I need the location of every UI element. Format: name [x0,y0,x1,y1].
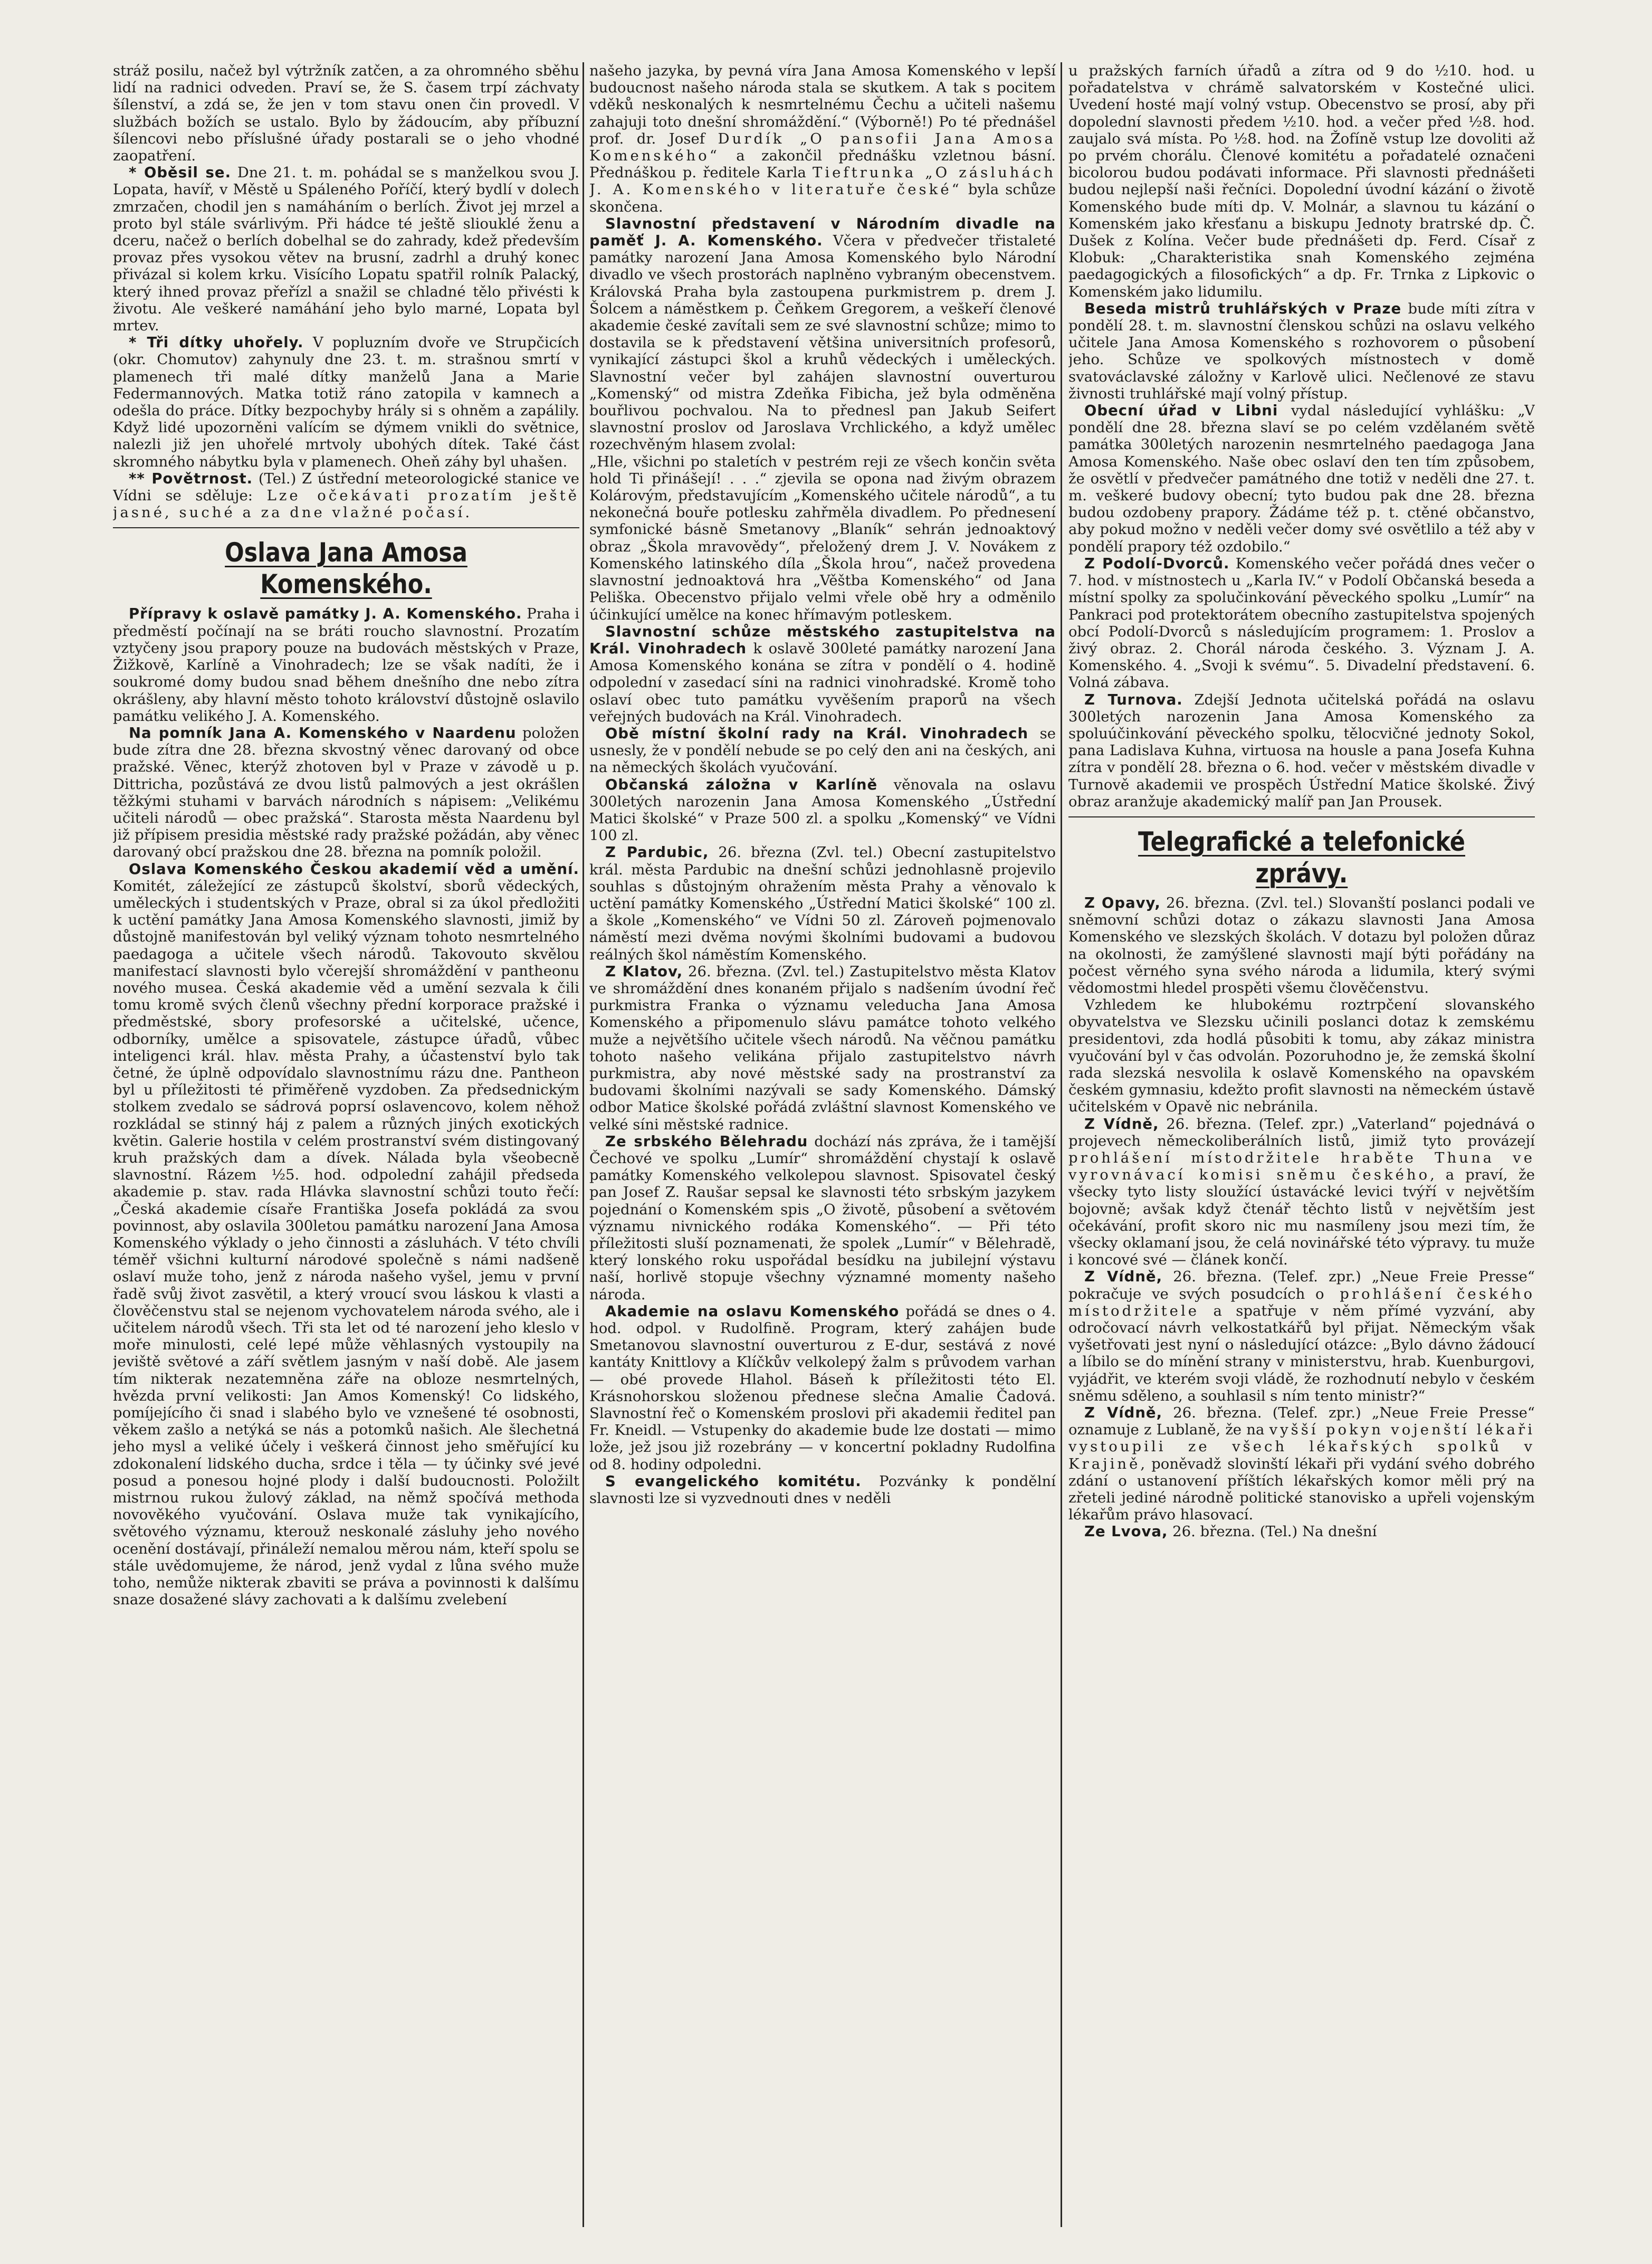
article-headline: S evangelického komitétu. [605,1472,862,1490]
column-2 [589,62,1056,2227]
body-text: k oslavě 300leté památky narození Jana Amosa Komenského konána se zítra v pondělí o 4. hodině odpolední v zasedací síni na radnici vinohradské. Kromě toho oslaví obec tuto památku vyvěšením praporů na všech veřejných budovách na Král. Vinohradech. [589,640,1056,725]
body-text: věnovala na oslavu 300letých narozenin Jana Amosa Komenského „Ústřední Matici školské“ v Praze 500 zl. a spolku „Komenský“ ve Vídni 100 zl. [589,776,1056,844]
article-paragraph [1068,1116,1535,1269]
article-paragraph [589,725,1056,776]
body-text: a spatřuje v něm přímé vyzvání, aby odročovací návrh velkostatkářů byl přijat. Německým však vyšetřovati jest nyní o následující otázce: „Bylo dávno žádoucí a líbilo se do mínění strany v ministerstvu, hrab. Kuenburgovi, vyjádřit, ve kterém svoji vládě, že rozhodnutí nebylo v českém sněmu sděleno, a souhlasil s ním tento ministr?“ [1068,1302,1535,1404]
section-separator [113,527,579,528]
body-text: dochází nás zpráva, že i tamější Čechové ve spolku „Lumír“ shromáždění chystají k oslavě památky Komenského velkolepou slavnost. Spisovatel český pan Josef Z. Raušar sepsal ke slavnosti této srbským jazykem pojednání o Komenském spis „O životě, působení a světovém významu nivnického rodáka Komenského“. — Při této příležitosti sluší poznamenati, že spolek „Lumír“ v Bělehradě, který lonského roku uspořádal besídku na jubilejní výstavu naší, horlivě stopuje všechny významné momenty našeho národa. [589,1133,1056,1303]
body-text: Zdejší Jednota učitelská pořádá na oslavu 300letých narozenin Jana Amosa Komenského za spoluúčinkování pěveckého spolku, tělocvičné jednoty Sokol, pana Ladislava Kuhna, virtuosa na housle a pana Josefa Kuhna zítra v pondělí 28. března o 6. hod. večer v městském divadle v Turnově akademii ve prospěch Ústřední Matice školské. Živý obraz aranžuje akademický malíř pan Jan Prousek. [1068,691,1535,810]
column-3 [1068,62,1535,2227]
body-text: našeho jazyka, by pevná víra Jana Amosa Komenského v lepší budoucnost našeho národa stala se skutkem. A tak s pocitem vděků neskonalých k nesmrtelnému Čechu a učiteli našemu zahajuji toto dnešní shromáždění.“ (Výborně!) Po té přednášel prof. dr. Josef [589,62,1056,147]
body-text: se usnesly, že v pondělí nebude se po celý den ani na českých, ani na německých školách vyučování. [589,725,1056,776]
article-paragraph [1068,691,1535,810]
body-text: byla schůze skončena. [589,181,1056,215]
article-headline: Obecní úřad v Libni [1084,402,1278,420]
article-paragraph [1068,402,1535,555]
article-paragraph [113,725,579,861]
article-paragraph [589,776,1056,844]
body-text: , a praví, že všecky tyto listy sloužící ústavácké levici tvýří v největším bojovně; avšak když čtenář těchto listů v největším jest očekávání, profit skoro nic mu nasmíleny jsou mezi tím, že všecky oklamaní jsou, že celá novinářské této výpravy. tu muže i koncové své — článek končí. [1068,1166,1535,1269]
emphasized-text: prohlášení místodržitele hraběte Thuna ve vyrovnávací komisi sněmu českého [1068,1149,1535,1184]
emphasized-text: Lze očekávati prozatím ještě jasné, suché a za dne vlažné počasí. [113,487,579,521]
body-text: „Hle, všichni po staletích v pestrém reji ze všech končin světa hold Ti přinášejí! . . .“ zjevila se opona nad živým obrazem Kolárovým, představujícím „Komenského učitele národů“, a tu nekonečná bouře potlesku zahřměla divadlem. Po přednesení symfonické básně Smetanovy „Blaník“ sehrán jednoaktový obraz „Škola mravovědy“, přeložený drem J. V. Novákem z Komenského latinského díla „Škola hrou“, načež provedena slavnostní jednoaktová hra „Věštba Komenského“ od Jana Peliška. Obecenstvo přijalo velmi vřele obě hry a odměnilo účinkující umělce na konec hřímavým potleskem. [589,453,1056,623]
article-paragraph [1068,895,1535,996]
body-text: Dne 21. t. m. pohádal se s manželkou svou J. Lopata, havíř, v Městě u Spáleného Poříčí, který bydlí v dolech zmrzačen, chodil jen s namáháním o berlích. Život jej mrzel a proto byl stále svárlivým. Při hádce té ještě sliouklé ženu a dceru, načež o berlích dobelhal se do zahrady, kdež především provaz přes vysokou větev na brusní, zadrhl a druhý konec přivázal si kolem krku. Visícího Lopatu spatřil rolník Palacký, který ihned provaz přeřízl a snažil se chladné tělo přivésti k životu. Ale veškeré namáhání jeho bylo marné, Lopata byl mrtev. [113,164,579,335]
article-paragraph [589,62,1056,215]
article-paragraph [113,861,579,1609]
article-headline: Slavnostní představení v Národním divadle na paměť J. A. Komenského. [589,215,1056,250]
article-headline: Přípravy k oslavě památky J. A. Komenského. [129,605,522,623]
body-text: 26. března. (Zvl. tel.) Zastupitelstvo města Klatov ve shromáždění dnes konaném přijalo s nadšením úvodní řeč purkmistra Franka o významu veleducha Jana Amosa Komenského a připomenulo slávu památce tohoto velkého muže a největšího učitele všech národů. Na věčnou památku tohoto našeho velikána přijalo zastupitelstvo návrh purkmistra, aby nové městské sady na prostranství za budovami školními nazývali se sady Komenského. Dámský odbor Matice školské pořádá zvláštní slavnost Komenského ve velké síni městské radnice. [589,963,1056,1133]
article-paragraph [1068,300,1535,402]
article-paragraph [113,62,579,164]
section-heading: Telegrafické a telefonické zprávy. [1138,826,1465,889]
body-text: vydal následující vyhlášku: „V pondělí dne 28. března slaví se po celém vzdělaném světě památka 300letých narozenin nesmrtelného paedagoga Jana Amosa Komenského. Naše obec oslaví den ten tím způsobem, že osvětlí v předvečer památného dne totiž v neděli dne 27. t. m. veškeré budovy obecní; tyto budou pak dne 28. března budou ozdobeny prapory. Žádáme též p. t. ctěné občanstvo, aby pokud možno v neděli večer domy své osvětlilo a též aby v pondělí prapory též ozdobilo.“ [1068,402,1535,555]
column-1 [113,62,579,2227]
body-text: Komitét, záležející ze zástupců školství, sborů vědeckých, uměleckých i studentských v Praze, obral si za úkol předložiti k uctění památky Jana Amosa Komenského slavnosti, jimiž by důstojně manifestován byl veliký význam tohoto nesmrtelného paedagoga a učitele všech národů. Takovouto skvělou manifestací slavnosti bylo včerejší shromáždění v pantheonu nového musea. Česká akademie věd a umění sezvala k čili tomu kromě svých členů všechny přední korporace pražské i předměstské, sbory profesorské a učitelské, učence, odborníky, umělce a spisovatele, zástupce úřadů, vůbec inteligenci král. hlav. města Prahy, a účastenství bylo tak četné, že úplně odpovídalo slavnostnímu rázu dne. Pantheon byl u příležitosti té přiměřeně vyzdoben. Za předsednickým stolkem zvedalo se sádrová poprsí oslavencovo, kolem něhož rozkládal se stinný háj z palem a různých jiných exotických květin. Galerie hostila v celém prostranství svém distingovaný kruh pražských dam a dívek. Nálada byla všeobecně slavnostní. Rázem ½5. hod. odpolední zahájil předseda akademie p. stav. rada Hlávka slavnostní schůzi touto řečí: „Česká akademie císaře Františka Josefa pokládá za svou povinnost, aby oslavila 300letou památku narození Jana Amosa Komenského výklady o jeho činnosti a zásluhách. V této chvíli téměř všichni kulturní národové společně s námi nadšeně oslaví muže toho, jenž z národa našeho vyšel, jemu v první řadě svůj život zasvětil, a který vroucí svou láskou k vlasti a člověčenstvu stal se nejenom vychovatelem národa svého, ale i učitelem národů všech. Tři sta let od té narození jeho kleslo v moře minulosti, celé lepé může věhlasných vystoupily na jeviště světové a září světlem jasným v naší době. Ale jasem tím nikterak nezatemněna záře na obloze nesmrtelných, hvězda první velikosti: Jan Amos Komenský! Co lidského, pomíjejícího či snad i slabého bylo ve vznešené té osobnosti, věkem zašlo a netýká se nás a potomků našich. Ale šlechetná jeho mysl a veliké účely i veškerá činnost jeho směřující ku zdokonalení lidského ducha, srdce i těla — ty účinky své jevé posud a ponesou hojné plody i další budoucnosti. Položilt mistrnou rukou žulový základ, na němž spočívá methoda novověkého vyučování. Oslava muže tak vynikajícího, světového významu, kterouž neskonalé zásluhy jeho nového ocenění dostávají, přináleží nemalou měrou nám, kteří spolu se stále uvědomujeme, že národ, jenž vydal z lůna svého muže toho, nemůže nikterak zbaviti se práva a povinnosti k dalšímu snaze dosažené slávy zachovati a k dalšímu zvelebení [113,877,579,1609]
column-rule [1061,62,1062,2227]
article-paragraph [113,470,579,521]
article-headline: * Tři dítky uhořely. [129,334,304,351]
body-text: V popluzním dvoře ve Strupčicích (okr. Chomutov) zahynuly dne 23. t. m. strašnou smrtí v plamenech tři malé dítky manželů Jana a Marie Federmannových. Matka totiž ráno zatopila v kamnech a odešla do práce. Dítky bezpochyby hrály si s ohněm a zapálily. Když lidé upozorněni valícím se dýmem vnikli do světnice, nalezli již jen uhořelé mrtvoly ubohých dítek. Také část skromného nábytku byla v plamenech. Oheň záhy byl uhašen. [113,334,579,470]
body-text: , poněvadž slovinští lékaři při vydání svého dobrého zdání o ustanovení příštích lékařských komor měli prý na zřeteli jediné národně politické stanovisko a upřeli vojenským lékařům právo hlasovací. [1068,1455,1535,1524]
article-paragraph [589,1473,1056,1507]
body-text: 26. března (Zvl. tel.) Obecní zastupitelstvo král. města Pardubic na dnešní schůzi jednohlasně projevilo souhlas s důstojným ohražením města Prahy a věnovalo k uctění památky Komenského „Ústřední Matici školské“ 100 zl. a škole „Komenského“ ve Vídni 50 zl. Zároveň pojmenovalo náměstí mezi dvěma novými školními budovami a budovou reálných škol náměstím Komenského. [589,844,1056,963]
article-headline: Z Vídně, [1084,1404,1163,1422]
article-paragraph [589,1303,1056,1473]
article-headline: ** Povětrnost. [129,470,253,487]
emphasized-text: Tieftrunka „O zásluhách J. A. Komenského v literatuře české“ [589,164,1056,198]
body-text: 26. března. (Tel.) Na dnešní [1168,1523,1377,1540]
article-paragraph [589,453,1056,623]
article-headline: Obě místní školní rady na Král. Vinohradech [605,725,1029,742]
article-paragraph [589,623,1056,725]
emphasized-text: Durdík „O pansofii Jana Amosa Komenského“ [589,130,1056,165]
body-text: (Tel.) Z ústřední meteorologické stanice ve Vídni se sděluje: [113,470,579,505]
article-paragraph [589,1133,1056,1303]
article-headline: * Oběsil se. [129,164,232,182]
article-paragraph [1068,555,1535,691]
body-text: Praha i předměstí počínají na se bráti roucho slavnostní. Prozatím vztyčeny jsou prapory pouze na budovách městských v Praze, Žižkově, Karlíně a Vinohradech; lze se však nadíti, že i soukromé domy budou snad během dnešního dne nebo zítra okrášleny, aby hlavní město tohoto království důstojně oslavilo památku velikého J. A. Komenského. [113,605,579,725]
body-text: 26. března. (Telef. zpr.) „Neue Freie Presse“ pokračuje ve svých posudcích [1068,1268,1535,1302]
article-headline: Oslava Komenského Českou akademií věd a umění. [129,860,579,878]
body-text: položen bude zítra dne 28. března skvostný věnec darovaný od obce pražské. Věnec, kterýž zhotoven byl v Praze v závodě u p. Dittricha, pozůstává ze dvou listů palmových a jest okrášlen těžkými stuhami v barvách národních s nápisem: „Velikému učiteli národů — obec pražská“. Starosta města Naardenu byl již přípisem presidia městské rady pražské požádán, aby věnec darovaný obcí pražskou dne 28. března na pomník položil. [113,724,579,861]
article-paragraph [113,164,579,334]
body-text: pořádá se dnes o 4. hod. odpol. v Rudolfině. Program, který zahájen bude Smetanovou slavnostní ouverturou z E-dur, sestává z nové kantáty Knittlovy a Klíčkův velkolepý žalm s průvodem varhan — obé provede Hlahol. Báseň k příležitosti této El. Krásnohorskou složenou přednese slečna Amalie Čadová. Slavnostní řeč o Komenském proslovi při akademii ředitel pan Fr. Kneidl. — Vstupenky do akademie bude lze dostati — mimo lože, jež jsou již rozebrány — v koncertní pokladny Rudolfina od 8. hodiny odpoledni. [589,1302,1056,1473]
article-paragraph [589,963,1056,1133]
body-text: 26. března. (Zvl. tel.) Slovanští poslanci podali ve sněmovní schůzi dotaz o zákazu slavnosti Jana Amosa Komenského ve slezských školách. V dotazu byl položen důraz na okolnosti, že zamýšlené slavnosti mají býti pořádány na počest věrného syna svého národa a lidumila, který svými vědomostmi hledel prospěti všemu člověčenstvu. [1068,894,1535,996]
article-headline: Akademie na oslavu Komenského [605,1302,900,1320]
column-rule [583,62,584,2227]
article-headline: Z Vídně, [1084,1268,1163,1286]
article-headline: Ze srbského Bělehradu [605,1133,808,1150]
body-text: a zakončil přednášku vzletnou básní. Přednáškou p. ředitele Karla [589,147,1056,182]
emphasized-text: vyšší pokyn vojenští lékaři vystoupili ze všech lékařských spolků v Krajině [1068,1421,1535,1472]
article-headline: Beseda mistrů truhlářských v Praze [1084,300,1402,317]
body-text: bude míti zítra v pondělí 28. t. m. slavnostní členskou schůzi na oslavu velkého učitele Jana Amosa Komenského s rozhovorem o působení jeho. Schůze ve spolkových místnostech v domě svatováclavské záložny v Karlově ulici. Nečlenové ze stavu živnosti truhlářské mají volný přístup. [1068,300,1535,402]
article-paragraph [1068,1404,1535,1523]
body-text: 26. března. (Telef. zpr.) „Neue Freie Presse“ oznamuje z Lublaně, že na [1068,1404,1535,1439]
emphasized-text: o prohlášení českého místodržitele [1068,1285,1535,1319]
body-text: stráž posilu, načež byl výtržník zatčen, a za ohromného sběhu lidí na radnici odveden. Praví se, že S. časem trpí záchvaty šílenství, a zdá se, že jen v tom stavu onen čin provedl. V službách božích se ustalo. Bylo by žádoucím, aby příbuzní šílencovi nebo příslušné úřady postarali se o jeho vhodné zaopatření. [113,62,579,165]
article-headline: Z Pardubic, [605,844,709,861]
article-headline: Slavnostní schůze městského zastupitelstva na Král. Vinohradech [589,623,1056,657]
body-text: Pozvánky k pondělní slavnosti lze si vyzvednouti dnes v neděli [589,1472,1056,1507]
article-headline: Z Klatov, [605,963,683,980]
body-text: Komenského večer pořádá dnes večer o 7. hod. v místnostech u „Karla IV.“ v Podolí Občanská beseda a místní spolky za spolučinkování pěveckého spolku „Lumír“ na Pankraci pod protektorátem obecního zastupitelstva spojených obcí Podolí-Dvorců s následujícím programem: 1. Proslov a živý obraz. 2. Chorál národa českého. 3. Význam J. A. Komenského. 4. „Svoji k svému“. 5. Divadelní představení. 6. Volná zábava. [1068,555,1535,691]
article-headline: Ze Lvova, [1084,1523,1168,1540]
article-headline: Z Turnova. [1084,691,1183,708]
body-text: Vzhledem ke hlubokému roztrpčení slovanského obyvatelstva ve Slezsku učinili poslanci dotaz k zemskému presidentovi, zda hodlá působiti k tomu, aby zákaz ministra vyučování byl v čas odvolán. Pozoruhodno je, že zemská školní rada slezská nesvolila k oslavě Komenského na opavském českém gymnasiu, kdežto profit slavnosti na německém ústavě učitelském v Opavě nic nebránila. [1068,996,1535,1116]
article-headline: Z Vídně, [1084,1115,1159,1133]
body-text: 26. března. (Telef. zpr.) „Vaterland“ pojednává o projevech německoliberálních listů, jimiž tyto provázejí [1068,1115,1535,1149]
article-paragraph [113,605,579,724]
body-text: Včera v předvečer třistaleté památky narození Jana Amosa Komenského bylo Národní divadlo ve všech prostorách naplněno vybraným obecenstvem. Královská Praha byla zastoupena purkmistrem p. drem J. Šolcem a náměstkem p. Čeňkem Gregorem, a veškeří členové akademie české zavítali sem ze své slavnostní schůze; mimo to dostavila se k představení většina universitních profesorů, vynikající zástupci škol a kruhů vědeckých i uměleckých. Slavnostní večer byl zahájen slavnostní ouverturou „Komenský“ od mistra Zdeňka Fibicha, jež byla odměněna bouřlivou pochvalou. Na to přednesl pan Jakub Seifert slavnostní proslov od Jaroslava Vrchlického, a když umělec rozechvěným hlasem zvolal: [589,232,1056,453]
body-text: u pražských farních úřadů a zítra od 9 do ½10. hod. u pořadatelstva v chrámě salvatorském v Kostečné ulici. Uvedení hosté mají volný vstup. Obecenstvo se prosí, aby při dopolední slavnosti předem ½10. hod. a večer před ½8. hod. zaujalo svá místa. Po ½8. hod. na Žofíně vstup lze dovoliti až po prvém chorálu. Členové komitétu a pořadatelé označeni bicolorou budou podávati informace. Při slavnosti přednášeti budou nejlepší naši řečníci. Dopolední úvodní kázání o životě Komenského bude míti dp. V. Molnár, a slavnou tu kázání o Komenském jako křesťanu a biskupu Jednoty bratrské dp. Č. Dušek z Kolína. Večer bude přednášeti dp. Ferd. Císař z Klobuk: „Charakteristika snah Komenského zejména paedagogických a filosofických“ a dp. Fr. Trnka z Lipkovic o Komenském jako lidumilu. [1068,62,1535,300]
article-headline: Na pomník Jana A. Komenského v Naardenu [129,724,517,741]
article-paragraph [1068,1523,1535,1540]
section-heading: Oslava Jana Amosa Komenského. [225,537,467,600]
article-paragraph [1068,62,1535,300]
article-headline: Z Opavy, [1084,894,1161,911]
article-paragraph [1068,1268,1535,1404]
article-paragraph [589,215,1056,453]
section-separator [1068,816,1535,817]
article-paragraph [113,334,579,470]
article-headline: Z Podolí-Dvorců. [1084,555,1230,572]
article-paragraph [1068,996,1535,1115]
article-headline: Občanská záložna v Karlíně [605,776,878,793]
article-paragraph [589,844,1056,963]
